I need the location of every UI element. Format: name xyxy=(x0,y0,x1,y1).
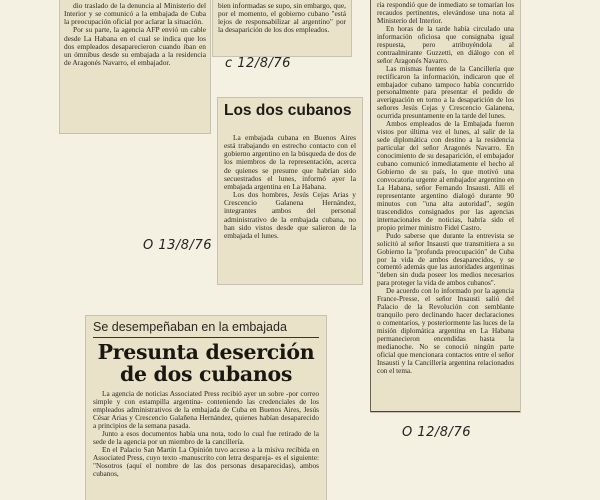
article-title: Los dos cubanos xyxy=(224,102,352,119)
article-text xyxy=(224,134,356,240)
paragraph: bien informadas se supo, sin embargo, que, por el momento, el gobierno cubano "está lejos de responsabilizar al argentino" por la desaparición de los dos empleados. xyxy=(218,1,346,35)
paragraph: Ambos empleados de la Embajada fueron vistos por última vez el lunes, al salir de la sede diplomática con destino a la residencia particular del señor Aragonés Navarro. En conocimiento de su desaparición, el embajador cubano comunicó inmediatamente el hecho al Gobierno de su país, lo que motivó una convocatoria urgente al embajador argentino en La Habana, señor Fernando Insausti. Allí el representante argentino dialogó durante 90 minutos con "una alta autoridad", según trascendidos consignados por las agencias internacionales de noticias, habría sido el propio primer ministro Fidel Castro. xyxy=(377,120,514,232)
clipping-presunta-desercion xyxy=(86,316,326,500)
headline-line: de dos cubanos xyxy=(119,362,293,386)
paragraph: La embajada cubana en Buenos Aires está trabajando en estrecho contacto con el gobierno argentino en la búsqueda de dos de los miembros de la representación, acerca de quienes se presume que habrían sido secuestrados el lunes, informó ayer la embajada argentina en La Habana. xyxy=(224,133,356,191)
paragraph: En el Palacio San Martín La Opinión tuvo acceso a la misiva recibida en Associated Press, cuyo texto -manuscrito con letra despareja- es el siguiente: "Nosotros (aquí el nombre de las dos personas desaparecidas), ambos cubanos, xyxy=(93,445,319,478)
paragraph: Las mismas fuentes de la Cancillería que rectificaron la información, indicaron que el embajador cubano tampoco había concurrido personalmente para presentar el pedido de averiguación en torno a la desaparición de los señores Jesús Cejas y Crescencio Galanena, ocurrida presuntamente en la tarde del lunes. xyxy=(377,64,514,121)
clipping-los-dos-cubanos xyxy=(218,98,362,284)
clipping-right-column xyxy=(371,0,520,412)
paragraph: La agencia de noticias Associated Press recibió ayer un sobre -por correo simple y con estampilla argentina- conteniendo las credenciales de los empleados administrativos de la embajada de Cuba en Buenos Aires, Jesús César Arias y Crescencio Galañena Hernández, quienes habían desaparecido a principios de la semana pasada. xyxy=(93,389,319,430)
paragraph: Los dos hombres, Jesús Cejas Arias y Crescencio Galanena Hernández, integrantes ambos del personal administrativo de la embajada cubana, no han sido vistos desde que salieron de la embajada el lunes. xyxy=(224,190,356,240)
paragraph: Junto a esos documentos había una nota, todo lo cual fue retirado de la sede de la agencia por un miembro de la cancillería. xyxy=(93,429,319,446)
clipping-top-left xyxy=(60,0,210,133)
paragraph: De acuerdo con lo informado por la agencia France-Presse, el señor Insausti salió del Palacio de la Revolución con semblante tranquilo pero declinando hacer declaraciones o comentarios, y posteriormente las luces de la misión diplomática argentina en La Habana permanecieron encendidas hasta la medianoche. No se conoció ningún parte oficial que mencionara contactos entre el señor Insausti y la Cancillería argentina relacionados con el tema. xyxy=(377,287,514,375)
column-rule xyxy=(370,0,371,412)
clipping-top-middle xyxy=(213,0,351,56)
article-text xyxy=(218,2,346,35)
article-headline xyxy=(93,341,319,385)
article-text xyxy=(93,390,319,478)
headline-line: Presunta deserción xyxy=(97,340,315,364)
paragraph: Por su parte, la agencia AFP envió un cable desde La Habana en el cual se indica que los dos empleados desaparecieron cuando iban en un ómnibus desde su embajada a la residencia de Aragonés Navarro, el embajador. xyxy=(64,25,206,68)
article-text xyxy=(64,2,206,67)
article-text xyxy=(377,2,514,376)
paragraph: En horas de la tarde había circulado una información oficiosa que consignaba igual respuesta, pero atribuyéndola al contraalmirante Guzzetti, en diálogo con el señor Aragonés Navarro. xyxy=(377,24,514,65)
paragraph: Pudo saberse que durante la entrevista se solicitó al señor Insausti que transmitiera a su Gobierno la "profunda preocupación" de Cuba por la vida de ambos desaparecidos, y se comentó además que las autoridades argentinas "deben sin duda poseer los medios necesarios para proteger la vida de ambos cubanos". xyxy=(377,231,514,288)
handwritten-date-right: O 12/8/76 xyxy=(402,425,471,440)
paragraph: dio traslado de la denuncia al Ministerio del Interior y se comunicó a la embajada de Cuba la preocupación oficial por aclarar la situación. xyxy=(64,1,206,27)
handwritten-date-middle: O 13/8/76 xyxy=(143,238,212,253)
handwritten-date-top: c 12/8/76 xyxy=(225,56,291,71)
paragraph: ría respondió que de inmediato se tomarían los recaudos pertinentes, elevándose una nota al Ministerio del Interior. xyxy=(377,1,514,25)
article-kicker: Se desempeñaban en la embajada xyxy=(93,320,319,338)
